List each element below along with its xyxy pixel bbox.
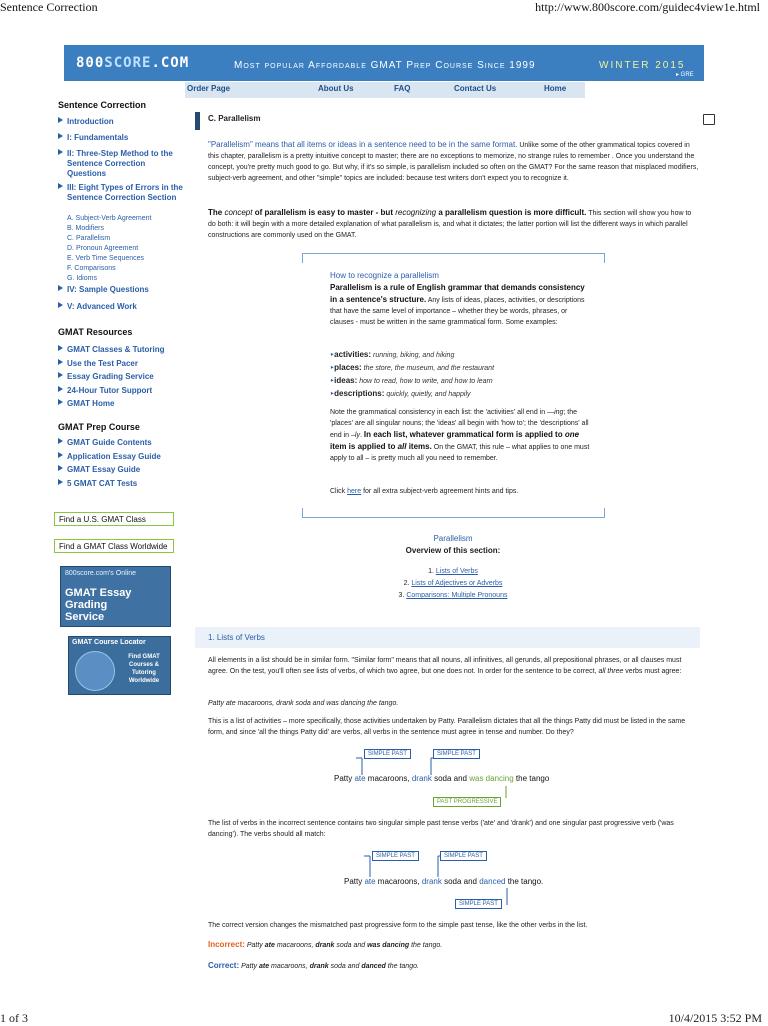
arrow-icon: [58, 452, 63, 458]
verb-tense-diagram-incorrect: [300, 748, 600, 810]
tense-tag: SIMPLE PAST: [372, 851, 419, 861]
incorrect-example: Incorrect: Patty ate macaroons, drank soda and was dancing the tango.: [208, 940, 443, 949]
tense-tag: SIMPLE PAST: [364, 749, 411, 759]
diagram-sentence: Patty ate macaroons, drank soda and danced the tango.: [344, 877, 544, 886]
site-banner: [64, 45, 704, 81]
arrow-icon: [58, 479, 63, 485]
overview-title: Parallelism: [433, 534, 473, 543]
overview-item: 3. Comparisons: Multiple Pronouns: [398, 592, 508, 599]
print-page-title: Sentence Correction: [0, 0, 98, 14]
sidebar-subitem[interactable]: B. Modifiers: [67, 225, 104, 232]
ad-title: GMAT Essay Grading Service: [65, 587, 132, 623]
concept-paragraph: The concept of parallelism is easy to master - but recognizing a parallelism question is more difficult. This section will show you how to do both: it will begin with a more detailed explanation of what parallelism is, and what it dictates; the latter portion will list the different ways in which parallel constructions are commonly used on the GMAT.: [208, 208, 692, 239]
arrow-icon: [58, 386, 63, 392]
callout-corner: [302, 508, 303, 518]
verb-tense-diagram-correct: [300, 850, 600, 912]
tense-tag: SIMPLE PAST: [455, 899, 502, 909]
sidebar-subitem[interactable]: G. Idioms: [67, 275, 97, 282]
example-item: ‣ideas: how to read, how to write, and how to learn: [330, 376, 493, 385]
print-datetime: 10/4/2015 3:52 PM: [668, 1011, 762, 1025]
overview-subtitle: Overview of this section:: [405, 546, 501, 555]
prep-link[interactable]: Application Essay Guide: [58, 452, 161, 462]
overview-link[interactable]: Comparisons: Multiple Pronouns: [406, 592, 508, 599]
nav-about-us[interactable]: About Us: [318, 84, 354, 93]
season-label: WINTER 2015: [599, 60, 686, 71]
sidebar-item-advanced-work[interactable]: V: Advanced Work: [58, 302, 137, 312]
sidebar-item-introduction[interactable]: Introduction: [58, 117, 176, 127]
verbs-list-paragraph: The list of verbs in the incorrect sentence contains two singular simple past tense verbs ('ate' and 'drank') and one singular past progressive verb ('was dancing'). The verbs should all match:: [208, 820, 674, 838]
resource-link[interactable]: Essay Grading Service: [58, 372, 165, 382]
overview-item: 2. Lists of Adjectives or Adverbs: [403, 580, 503, 587]
callout-corner: [604, 508, 605, 518]
ad-caption: 800score.com's Online: [65, 570, 136, 577]
sidebar-subitem[interactable]: F. Comparisons: [67, 265, 116, 272]
sidebar-item-three-step[interactable]: II: Three-Step Method to the Sentence Correction Questions: [58, 149, 185, 179]
sidebar-subitem[interactable]: D. Pronoun Agreement: [67, 245, 139, 252]
ad-title: Find GMAT Courses & Tutoring Worldwide: [128, 654, 160, 684]
overview-link[interactable]: Lists of Verbs: [435, 568, 478, 575]
prep-link[interactable]: GMAT Guide Contents: [58, 438, 161, 448]
sidebar-item-eight-types[interactable]: III: Eight Types of Errors in the Sentence Correction Section: [58, 183, 185, 203]
print-page-url: http://www.800score.com/guidec4view1e.html: [535, 0, 760, 14]
tense-tag: SIMPLE PAST: [440, 851, 487, 861]
resource-link[interactable]: GMAT Home: [58, 399, 165, 409]
resource-link[interactable]: Use the Test Pacer: [58, 359, 165, 369]
section-title: C. Parallelism: [208, 114, 261, 123]
sidebar-subitem[interactable]: C. Parallelism: [67, 235, 111, 242]
ad-caption: GMAT Course Locator: [72, 639, 146, 646]
site-logo[interactable]: 800SCORE.COM: [76, 55, 190, 71]
arrow-icon: [58, 399, 63, 405]
gmat-prep-list: [58, 438, 161, 489]
callout-border-top: [302, 253, 605, 254]
globe-icon: [75, 651, 115, 691]
intro-paragraph: "Parallelism" means that all items or ideas in a sentence need to be in the same format. Unlike some of the other grammatical topics covered in this chapter, parallelism is a pretty intuitive concept to master; there are no exceptions to memorize, no strange rules to remember . Once you understand the concept, you're pretty much good to go. But why, if it's so simple, is parallelism included so often on the GMAT? For the same reason that misplaced modifiers, subject-verb agreement, and other "simple" topics are included: because test writers don't expect you to recognize it.: [208, 140, 699, 182]
example-item: ‣places: the store, the museum, and the restaurant: [330, 363, 495, 372]
arrow-icon: [58, 465, 63, 471]
arrow-icon: [58, 345, 63, 351]
nav-faq[interactable]: FAQ: [394, 84, 411, 93]
find-worldwide-class-button[interactable]: Find a GMAT Class Worldwide: [54, 539, 174, 553]
correct-version-paragraph: The correct version changes the mismatched past progressive form to the simple past tense, like the other verbs in the list.: [208, 922, 588, 929]
callout-border-bottom: [302, 517, 605, 518]
here-link[interactable]: here: [347, 488, 362, 495]
callout-corner: [302, 253, 303, 263]
overview-list: [300, 566, 606, 602]
callout-box: [302, 253, 605, 518]
resource-link[interactable]: 24-Hour Tutor Support: [58, 386, 165, 396]
arrow-icon: [58, 149, 63, 155]
arrow-icon: [58, 285, 63, 291]
sidebar-item-sample-questions[interactable]: IV: Sample Questions: [58, 285, 149, 295]
arrow-icon: [58, 133, 63, 139]
nav-home[interactable]: Home: [544, 84, 567, 93]
activities-paragraph: This is a list of activities – more specifically, those activities undertaken by Patty. Parallelism dictates that all the things Patty did must be listed in the same form, and since 'all the things Patty did' are verbs, all verbs in the sentence must agree in tense and number. Do they?: [208, 718, 686, 736]
top-nav: [185, 82, 585, 98]
find-us-class-button[interactable]: Find a U.S. GMAT Class: [54, 512, 174, 526]
arrow-icon: [58, 359, 63, 365]
sidebar-subitem[interactable]: A. Subject-Verb Agreement: [67, 215, 152, 222]
callout-heading: How to recognize a parallelism: [330, 271, 439, 280]
section-header-bar: [195, 627, 700, 648]
prep-link[interactable]: 5 GMAT CAT Tests: [58, 479, 161, 489]
tense-tag: SIMPLE PAST: [433, 749, 480, 759]
prep-link[interactable]: GMAT Essay Guide: [58, 465, 161, 475]
diagram-sentence: Patty ate macaroons, drank soda and was dancing the tango: [334, 774, 550, 783]
arrow-icon: [58, 302, 63, 308]
gmat-resources-list: [58, 345, 165, 409]
section-marker: [195, 112, 200, 130]
arrow-icon: [58, 372, 63, 378]
gmat-resources-heading: GMAT Resources: [58, 327, 133, 337]
gmat-prep-heading: GMAT Prep Course: [58, 422, 140, 432]
arrow-icon: [58, 117, 63, 123]
print-page-count: 1 of 3: [0, 1011, 28, 1025]
overview-item: 1. Lists of Verbs: [428, 568, 478, 575]
course-locator-ad[interactable]: [68, 636, 171, 695]
example-item: ‣descriptions: quickly, quietly, and happily: [330, 389, 471, 398]
gre-link[interactable]: ▸ GRE: [676, 72, 694, 78]
sidebar-subitems: [67, 214, 151, 284]
nav-contact-us[interactable]: Contact Us: [454, 84, 497, 93]
callout-examples: [330, 349, 590, 401]
overview-link[interactable]: Lists of Adjectives or Adverbs: [411, 580, 503, 587]
callout-click-line: Click here for all extra subject-verb agreement hints and tips.: [330, 488, 519, 495]
callout-intro: Parallelism is a rule of English grammar that demands consistency in a sentence's structure. Any lists of ideas, places, activities, or descriptions that have the same level of importance – whether they be words, phrases, or clauses - must be written in the same grammatical form. Some examples:: [330, 283, 585, 326]
resource-link[interactable]: GMAT Classes & Tutoring: [58, 345, 165, 355]
printer-icon[interactable]: [703, 114, 715, 125]
callout-corner: [604, 253, 605, 263]
lists-of-verbs-paragraph: All elements in a list should be in similar form. "Similar form" means that all nouns, all infinitives, all gerunds, all prepositional phrases, or all clauses must agree. On the test, you'll often see lists of verbs, of which two agree, but one does not. In order for the sentence to be correct, all three verbs must agree:: [208, 657, 682, 675]
callout-note: Note the grammatical consistency in each list: the 'activities' all end in —ing; the 'places' are all singular nouns; the 'ideas' all begin with 'how to'; the 'descriptions' all end in –ly. In each list, whatever grammatical form is applied to one item is applied to all items. On the GMAT, this rule – what applies to one must apply to all – is pretty much all you need to remember.: [330, 409, 590, 462]
tense-tag: PAST PROGRESSIVE: [433, 797, 501, 807]
essay-grading-ad[interactable]: [60, 566, 171, 627]
section-heading: 1. Lists of Verbs: [208, 633, 265, 642]
arrow-icon: [58, 183, 63, 189]
nav-order-page[interactable]: Order Page: [187, 84, 231, 93]
correct-example: Correct: Patty ate macaroons, drank soda and danced the tango.: [208, 961, 419, 970]
example-item: ‣activities: running, biking, and hiking: [330, 350, 455, 359]
arrow-icon: [58, 438, 63, 444]
sidebar-subitem[interactable]: E. Verb Time Sequences: [67, 255, 145, 262]
example-sentence: Patty ate macaroons, drank soda and was dancing the tango.: [208, 700, 399, 707]
sidebar-item-fundamentals[interactable]: I: Fundamentals: [58, 133, 176, 143]
sidebar-heading: Sentence Correction: [58, 100, 147, 110]
site-tagline: Most popular Affordable GMAT Prep Course Since 1999: [234, 60, 536, 71]
